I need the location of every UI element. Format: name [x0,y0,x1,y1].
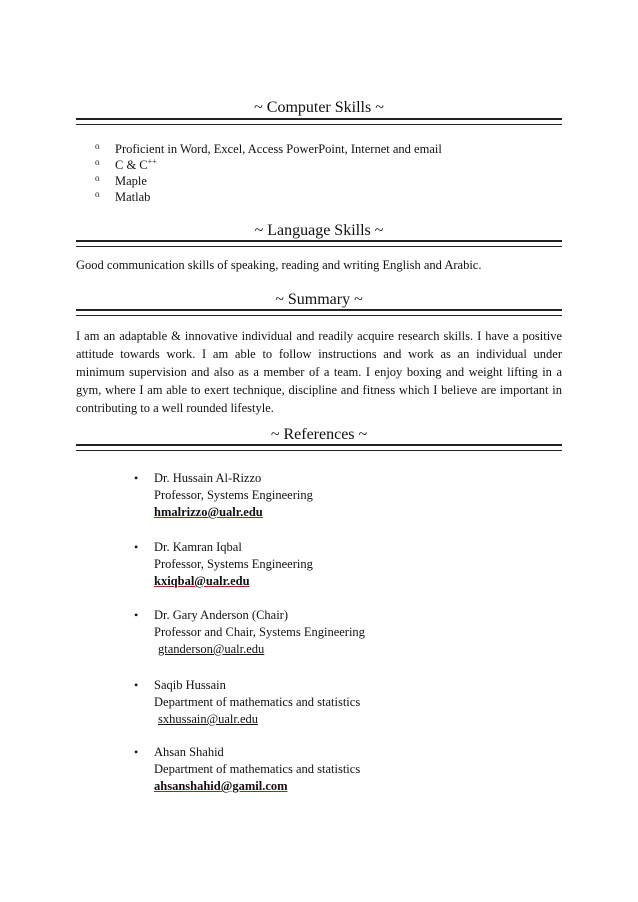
computer-skills-heading: ~ Computer Skills ~ [254,99,384,116]
computer-skills-list [95,138,442,202]
bullet-o-icon: o [95,141,100,151]
bullet-dot-icon: • [134,608,139,622]
reference-email-link[interactable]: hmalrizzo@ualr.edu [154,505,263,519]
bullet-o-icon: o [95,157,100,167]
bullet-o-icon: o [95,173,100,183]
reference-email-link[interactable]: sxhussain@ualr.edu [158,712,259,726]
bullet-dot-icon: • [134,678,139,692]
bullet-o-icon: o [95,189,100,199]
reference-name: Ahsan Shahid [154,745,224,759]
reference-item [134,677,360,728]
reference-title: Department of mathematics and statistics [154,762,361,776]
references-heading: ~ References ~ [270,426,368,443]
reference-email-link[interactable]: gtanderson@ualr.edu [158,642,265,656]
reference-item [134,539,313,590]
summary-rule [76,309,562,316]
reference-item [134,607,365,658]
reference-name: Dr. Hussain Al-Rizzo [154,471,262,485]
language-skills-heading: ~ Language Skills ~ [254,222,384,239]
summary-text: I am an adaptable & innovative individual and readily acquire research skills. I have a positive attitude towards work. I am able to follow instructions and work as an individual under minimum supervision and also as a member of a team. I enjoy boxing and weight lifting in a gym, where I am able to exert technique, discipline and fitness which I believe are important in contributing to a well rounded lifestyle. [76,329,562,415]
language-skills-rule [76,240,562,247]
reference-name: Saqib Hussain [154,678,226,692]
reference-name: Dr. Kamran Iqbal [154,540,242,554]
list-item: o Matlab [95,186,442,202]
reference-name: Dr. Gary Anderson (Chair) [154,608,288,622]
reference-title: Professor, Systems Engineering [154,557,313,571]
language-skills-text: Good communication skills of speaking, reading and writing English and Arabic. [76,258,482,272]
reference-item [134,470,313,521]
list-item: o C & C++ [95,154,442,170]
reference-email-link[interactable]: kxiqbal@ualr.edu [154,574,250,588]
list-item: o Maple [95,170,442,186]
summary-heading: ~ Summary ~ [275,291,363,308]
reference-title: Professor and Chair, Systems Engineering [154,625,365,639]
reference-title: Professor, Systems Engineering [154,488,313,502]
reference-title: Department of mathematics and statistics [154,695,361,709]
reference-item [134,744,360,795]
bullet-dot-icon: • [134,471,139,485]
bullet-dot-icon: • [134,540,139,554]
list-item: o Proficient in Word, Excel, Access PowerPoint, Internet and email [95,138,442,154]
bullet-dot-icon: • [134,745,139,759]
references-rule [76,444,562,451]
computer-skills-rule [76,118,562,125]
reference-email-link[interactable]: ahsanshahid@gamil.com [154,779,288,793]
